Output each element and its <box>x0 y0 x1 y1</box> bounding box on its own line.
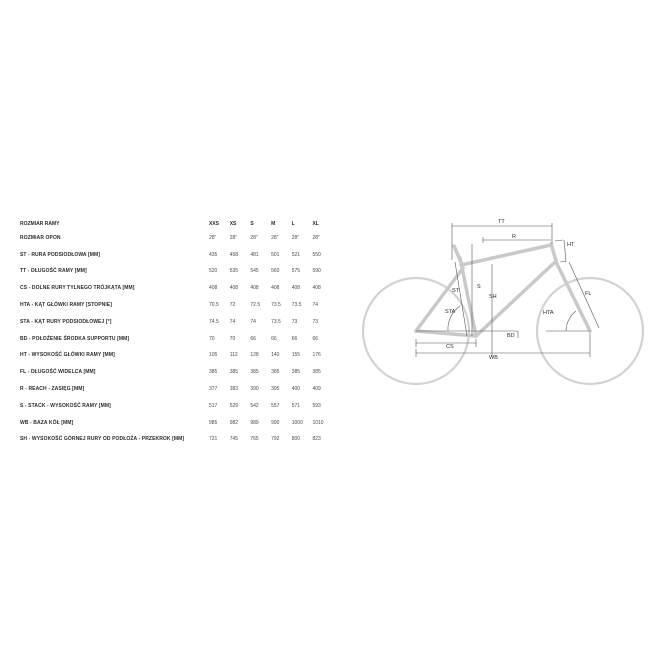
row-value: 395 <box>271 386 280 393</box>
row-value: 408 <box>271 285 280 292</box>
row-value: 557 <box>271 402 280 409</box>
row-value: 73 <box>312 318 318 325</box>
geometry-table <box>20 219 333 448</box>
row-value: 408 <box>250 285 259 292</box>
row-value: 990 <box>271 419 280 426</box>
row-value: 28" <box>271 234 279 241</box>
row-value: 408 <box>312 285 321 292</box>
label-fl: FL <box>585 291 592 297</box>
row-value: 74 <box>229 318 236 325</box>
row-value: 765 <box>250 436 259 443</box>
row-value: 66 <box>250 335 256 342</box>
row-value: 529 <box>229 402 239 409</box>
row-label: TT - DŁUGOŚĆ RAMY [MM] <box>20 268 87 275</box>
row-value: 982 <box>229 419 239 426</box>
row-label: ROZMIAR OPON <box>20 234 61 241</box>
row-value: 73.5 <box>271 302 281 309</box>
row-label: STA - KĄT RURY PODSIODŁOWEJ [°] <box>20 318 112 325</box>
row-value: 112 <box>229 352 238 359</box>
row-value: 66 <box>312 335 318 342</box>
label-tt: TT <box>498 219 505 225</box>
row-value: 72 <box>229 302 236 309</box>
row-value: 66 <box>271 335 277 342</box>
row-value: 377 <box>209 386 218 393</box>
row-value: 385 <box>291 369 301 376</box>
row-value: 989 <box>250 419 259 426</box>
row-label: HT - WYSOKOŚĆ GŁÓWKI RAMY [MM] <box>20 352 115 359</box>
row-value: 176 <box>312 352 321 359</box>
row-value: 72.5 <box>250 302 261 309</box>
row-value: 542 <box>250 402 259 409</box>
row-value: 458 <box>229 251 239 258</box>
row-value: 73 <box>291 318 298 325</box>
row-label: R - REACH - ZASIĘG [MM] <box>20 386 85 393</box>
table-row <box>20 297 333 314</box>
row-value: 721 <box>209 436 218 443</box>
row-value: 985 <box>209 419 218 426</box>
row-value: 385 <box>229 369 239 376</box>
row-value: 28" <box>291 234 300 241</box>
label-st: ST <box>452 288 460 294</box>
label-bd: BD <box>507 333 515 339</box>
row-value: 481 <box>250 251 259 258</box>
row-value: 385 <box>209 369 218 376</box>
row-value: 1010 <box>312 419 324 426</box>
header-frame-size: ROZMIAR RAMY <box>20 221 60 227</box>
row-label: FL - DŁUGOŚĆ WIDELCA [MM] <box>20 369 96 376</box>
row-value: 1000 <box>291 419 303 426</box>
row-value: 70.5 <box>209 302 219 309</box>
row-value: 435 <box>209 251 218 258</box>
label-s: S <box>477 284 481 290</box>
row-value: 593 <box>312 402 321 409</box>
table-row <box>20 280 333 297</box>
row-value: 73.5 <box>291 302 302 309</box>
row-value: 408 <box>209 285 218 292</box>
row-value: 390 <box>250 386 259 393</box>
label-hta: HTA <box>543 310 554 316</box>
row-value: 28" <box>312 234 320 241</box>
row-value: 73.5 <box>271 318 281 325</box>
table-row <box>20 264 333 281</box>
row-value: 408 <box>291 285 301 292</box>
row-label: S - STACK - WYSOKOŚĆ RAMY [MM] <box>20 402 111 409</box>
table-row <box>20 381 333 398</box>
bike-frame <box>416 244 590 336</box>
row-value: 66 <box>291 335 298 342</box>
row-value: 800 <box>291 436 301 443</box>
label-sta: STA <box>445 309 456 315</box>
row-value: 521 <box>291 251 301 258</box>
row-value: 823 <box>312 436 321 443</box>
row-value: 520 <box>209 268 218 275</box>
table-row <box>20 348 333 365</box>
row-value: 408 <box>229 285 239 292</box>
table-row <box>20 230 333 247</box>
row-value: 28" <box>209 234 217 241</box>
row-value: 535 <box>229 268 239 275</box>
header-size-s: S <box>250 221 254 227</box>
row-label: SH - WYSOKOŚĆ GÓRNEJ RURY OD PODŁOŻA - PRZEKROK [MM] <box>20 436 185 443</box>
row-value: 409 <box>312 386 321 393</box>
row-value: 590 <box>312 268 321 275</box>
table-row <box>20 432 333 449</box>
row-value: 74 <box>312 302 318 309</box>
row-value: 517 <box>209 402 218 409</box>
table-row <box>20 415 333 432</box>
row-value: 74.5 <box>209 318 219 325</box>
table-row <box>20 364 333 381</box>
header-size-m: M <box>271 221 276 227</box>
row-label: BD - POŁOŻENIE ŚRODKA SUPPORTU [MM] <box>20 335 130 342</box>
row-value: 792 <box>271 436 280 443</box>
row-value: 385 <box>312 369 321 376</box>
row-value: 383 <box>229 386 239 393</box>
table-header-row <box>20 219 333 230</box>
row-value: 385 <box>271 369 280 376</box>
row-value: 745 <box>229 436 239 443</box>
row-value: 575 <box>291 268 301 275</box>
row-value: 105 <box>209 352 218 359</box>
header-size-xxs: XXS <box>209 221 220 227</box>
label-ht: HT <box>567 242 575 248</box>
table-row <box>20 331 333 348</box>
row-value: 501 <box>271 251 280 258</box>
label-sh: SH <box>489 294 497 300</box>
table-row <box>20 314 333 331</box>
header-size-xs: XS <box>229 221 237 227</box>
row-value: 28" <box>229 234 238 241</box>
row-label: CS - DOLNE RURY TYLNEGO TRÓJKĄTA [MM] <box>20 285 135 292</box>
row-value: 70 <box>209 335 215 342</box>
row-value: 128 <box>250 352 259 359</box>
label-wb: WB <box>489 355 498 361</box>
row-value: 74 <box>250 318 256 325</box>
header-size-xl: XL <box>312 221 319 227</box>
row-value: 550 <box>312 251 321 258</box>
row-value: 400 <box>291 386 301 393</box>
label-r: R <box>512 234 516 240</box>
row-value: 385 <box>250 369 259 376</box>
table-row <box>20 247 333 264</box>
row-value: 155 <box>291 352 301 359</box>
row-value: 545 <box>250 268 259 275</box>
header-size-l: L <box>291 221 295 227</box>
table-body <box>20 230 333 448</box>
table-row <box>20 398 333 415</box>
row-label: ST - RURA PODSIODŁOWA [MM] <box>20 251 100 258</box>
row-value: 70 <box>229 335 236 342</box>
row-label: WB - BAZA KÓŁ [MM] <box>20 419 74 426</box>
row-label: HTA - KĄT GŁÓWKI RAMY [STOPNIE] <box>20 302 113 309</box>
row-value: 560 <box>271 268 280 275</box>
label-cs: CS <box>446 344 454 350</box>
row-value: 28" <box>250 234 258 241</box>
row-value: 140 <box>271 352 280 359</box>
bike-geometry-diagram <box>360 210 645 390</box>
row-value: 571 <box>291 402 301 409</box>
